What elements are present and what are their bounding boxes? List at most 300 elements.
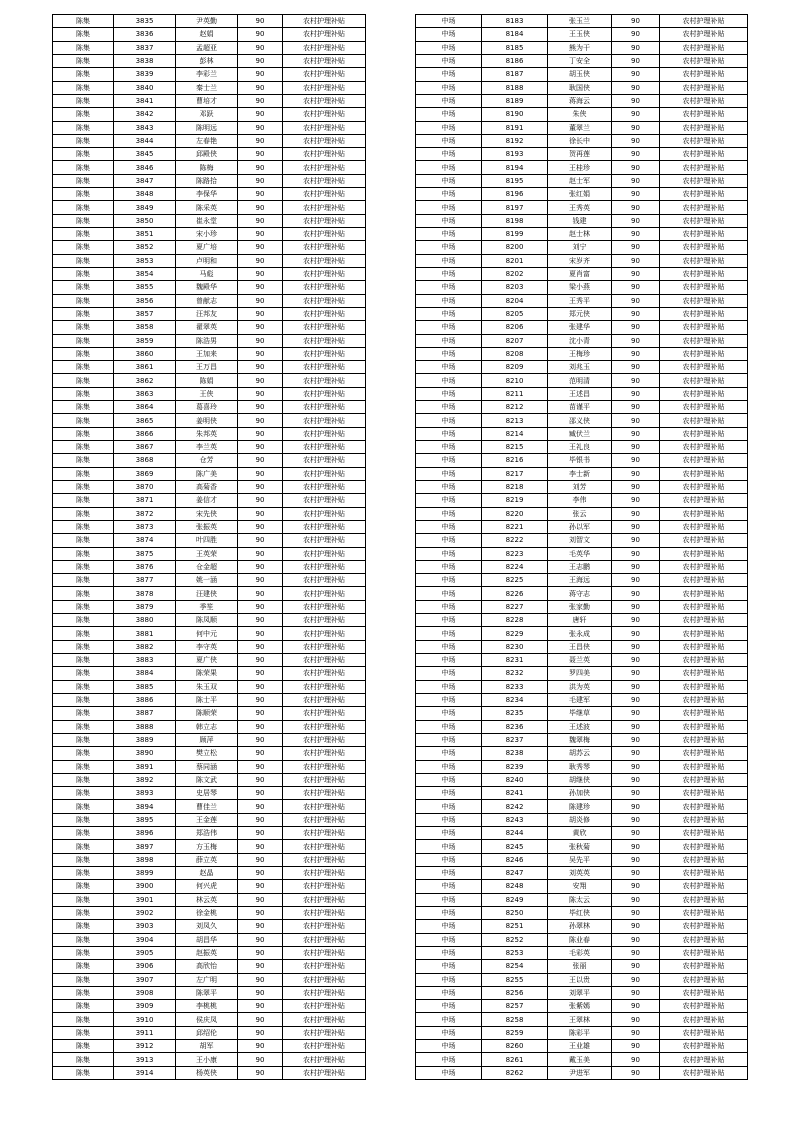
subsidy-type-cell: 农村护理补贴 xyxy=(283,906,366,919)
town-cell: 中场 xyxy=(416,747,482,760)
name-cell: 李桃桃 xyxy=(176,1000,238,1013)
amount-cell: 90 xyxy=(238,307,283,320)
town-cell: 中场 xyxy=(416,374,482,387)
subsidy-type-cell: 农村护理补贴 xyxy=(660,201,748,214)
table-row xyxy=(416,747,748,760)
table-row xyxy=(53,414,366,427)
name-cell: 仓芳 xyxy=(176,454,238,467)
table-row xyxy=(416,334,748,347)
name-cell: 宋先侠 xyxy=(176,507,238,520)
serial-number-cell: 3884 xyxy=(114,667,176,680)
serial-number-cell: 8226 xyxy=(482,587,548,600)
table-row xyxy=(416,920,748,933)
town-cell: 陈集 xyxy=(53,334,114,347)
name-cell: 陈娟 xyxy=(176,374,238,387)
table-row xyxy=(416,214,748,227)
subsidy-type-cell: 农村护理补贴 xyxy=(283,228,366,241)
table-row xyxy=(416,267,748,280)
town-cell: 陈集 xyxy=(53,161,114,174)
town-cell: 陈集 xyxy=(53,1013,114,1026)
subsidy-type-cell: 农村护理补贴 xyxy=(283,627,366,640)
town-cell: 陈集 xyxy=(53,880,114,893)
table-row xyxy=(53,427,366,440)
table-row xyxy=(53,374,366,387)
amount-cell: 90 xyxy=(238,547,283,560)
name-cell: 王以贵 xyxy=(548,973,612,986)
town-cell: 陈集 xyxy=(53,494,114,507)
subsidy-type-cell: 农村护理补贴 xyxy=(283,667,366,680)
serial-number-cell: 8242 xyxy=(482,800,548,813)
subsidy-type-cell: 农村护理补贴 xyxy=(283,720,366,733)
serial-number-cell: 8202 xyxy=(482,267,548,280)
town-cell: 中场 xyxy=(416,214,482,227)
subsidy-type-cell: 农村护理补贴 xyxy=(660,880,748,893)
subsidy-type-cell: 农村护理补贴 xyxy=(283,307,366,320)
town-cell: 中场 xyxy=(416,760,482,773)
town-cell: 中场 xyxy=(416,880,482,893)
subsidy-type-cell: 农村护理补贴 xyxy=(660,614,748,627)
amount-cell: 90 xyxy=(238,827,283,840)
table-row xyxy=(53,68,366,81)
subsidy-type-cell: 农村护理补贴 xyxy=(660,920,748,933)
subsidy-type-cell: 农村护理补贴 xyxy=(283,693,366,706)
name-cell: 胡玉侠 xyxy=(548,68,612,81)
name-cell: 张建华 xyxy=(548,321,612,334)
amount-cell: 90 xyxy=(238,787,283,800)
amount-cell: 90 xyxy=(612,81,660,94)
subsidy-type-cell: 农村护理补贴 xyxy=(660,374,748,387)
amount-cell: 90 xyxy=(612,574,660,587)
subsidy-type-cell: 农村护理补贴 xyxy=(660,15,748,28)
subsidy-type-cell: 农村护理补贴 xyxy=(283,680,366,693)
amount-cell: 90 xyxy=(238,254,283,267)
table-row xyxy=(416,467,748,480)
town-cell: 中场 xyxy=(416,108,482,121)
name-cell: 陈荣果 xyxy=(176,667,238,680)
amount-cell: 90 xyxy=(612,148,660,161)
table-row xyxy=(53,880,366,893)
amount-cell: 90 xyxy=(612,520,660,533)
subsidy-type-cell: 农村护理补贴 xyxy=(283,387,366,400)
serial-number-cell: 8240 xyxy=(482,773,548,786)
serial-number-cell: 3868 xyxy=(114,454,176,467)
subsidy-type-cell: 农村护理补贴 xyxy=(283,1000,366,1013)
table-row xyxy=(53,1000,366,1013)
table-row xyxy=(416,933,748,946)
table-row xyxy=(416,28,748,41)
table-row xyxy=(53,574,366,587)
name-cell: 翟翠英 xyxy=(176,321,238,334)
amount-cell: 90 xyxy=(238,241,283,254)
name-cell: 王金莲 xyxy=(176,813,238,826)
town-cell: 中场 xyxy=(416,28,482,41)
amount-cell: 90 xyxy=(238,480,283,493)
serial-number-cell: 3901 xyxy=(114,893,176,906)
town-cell: 陈集 xyxy=(53,747,114,760)
table-row xyxy=(53,401,366,414)
table-row xyxy=(416,68,748,81)
subsidy-type-cell: 农村护理补贴 xyxy=(660,986,748,999)
subsidy-type-cell: 农村护理补贴 xyxy=(660,693,748,706)
town-cell: 中场 xyxy=(416,707,482,720)
subsidy-type-cell: 农村护理补贴 xyxy=(283,880,366,893)
table-row xyxy=(53,906,366,919)
table-row xyxy=(53,347,366,360)
serial-number-cell: 8251 xyxy=(482,920,548,933)
name-cell: 邵义侠 xyxy=(548,414,612,427)
name-cell: 王侠 xyxy=(176,387,238,400)
town-cell: 中场 xyxy=(416,574,482,587)
town-cell: 陈集 xyxy=(53,933,114,946)
amount-cell: 90 xyxy=(612,307,660,320)
town-cell: 陈集 xyxy=(53,214,114,227)
serial-number-cell: 8184 xyxy=(482,28,548,41)
amount-cell: 90 xyxy=(612,427,660,440)
table-row xyxy=(53,174,366,187)
town-cell: 陈集 xyxy=(53,800,114,813)
subsidy-type-cell: 农村护理补贴 xyxy=(660,840,748,853)
town-cell: 中场 xyxy=(416,228,482,241)
serial-number-cell: 3910 xyxy=(114,1013,176,1026)
amount-cell: 90 xyxy=(238,520,283,533)
table-row xyxy=(53,840,366,853)
name-cell: 王述昌 xyxy=(548,387,612,400)
subsidy-type-cell: 农村护理补贴 xyxy=(283,1066,366,1079)
name-cell: 蒋海云 xyxy=(548,94,612,107)
town-cell: 陈集 xyxy=(53,614,114,627)
table-row xyxy=(53,960,366,973)
town-cell: 陈集 xyxy=(53,574,114,587)
table-row xyxy=(53,587,366,600)
serial-number-cell: 8203 xyxy=(482,281,548,294)
amount-cell: 90 xyxy=(612,347,660,360)
serial-number-cell: 3911 xyxy=(114,1026,176,1039)
name-cell: 钱建 xyxy=(548,214,612,227)
serial-number-cell: 3899 xyxy=(114,867,176,880)
serial-number-cell: 3885 xyxy=(114,680,176,693)
amount-cell: 90 xyxy=(238,733,283,746)
table-row xyxy=(53,28,366,41)
subsidy-type-cell: 农村护理补贴 xyxy=(283,267,366,280)
amount-cell: 90 xyxy=(612,534,660,547)
table-row xyxy=(416,387,748,400)
serial-number-cell: 3857 xyxy=(114,307,176,320)
subsidy-type-cell: 农村护理补贴 xyxy=(660,454,748,467)
table-row xyxy=(416,667,748,680)
table-row xyxy=(416,733,748,746)
town-cell: 中场 xyxy=(416,720,482,733)
serial-number-cell: 8235 xyxy=(482,707,548,720)
name-cell: 张丽 xyxy=(548,960,612,973)
subsidy-type-cell: 农村护理补贴 xyxy=(283,441,366,454)
town-cell: 中场 xyxy=(416,733,482,746)
name-cell: 叶四胜 xyxy=(176,534,238,547)
amount-cell: 90 xyxy=(238,81,283,94)
town-cell: 陈集 xyxy=(53,693,114,706)
subsidy-type-cell: 农村护理补贴 xyxy=(660,68,748,81)
town-cell: 陈集 xyxy=(53,1040,114,1053)
table-row xyxy=(53,627,366,640)
serial-number-cell: 3839 xyxy=(114,68,176,81)
town-cell: 陈集 xyxy=(53,827,114,840)
amount-cell: 90 xyxy=(612,214,660,227)
amount-cell: 90 xyxy=(238,401,283,414)
amount-cell: 90 xyxy=(238,228,283,241)
town-cell: 陈集 xyxy=(53,707,114,720)
table-row xyxy=(53,108,366,121)
amount-cell: 90 xyxy=(612,614,660,627)
subsidy-type-cell: 农村护理补贴 xyxy=(283,773,366,786)
subsidy-type-cell: 农村护理补贴 xyxy=(660,853,748,866)
subsidy-type-cell: 农村护理补贴 xyxy=(283,760,366,773)
town-cell: 中场 xyxy=(416,520,482,533)
amount-cell: 90 xyxy=(612,28,660,41)
town-cell: 中场 xyxy=(416,973,482,986)
subsidy-type-cell: 农村护理补贴 xyxy=(660,547,748,560)
town-cell: 陈集 xyxy=(53,787,114,800)
town-cell: 陈集 xyxy=(53,654,114,667)
subsidy-type-cell: 农村护理补贴 xyxy=(283,747,366,760)
town-cell: 中场 xyxy=(416,920,482,933)
town-cell: 中场 xyxy=(416,267,482,280)
serial-number-cell: 3844 xyxy=(114,134,176,147)
name-cell: 王志鹏 xyxy=(548,560,612,573)
town-cell: 中场 xyxy=(416,600,482,613)
table-row xyxy=(53,520,366,533)
serial-number-cell: 3879 xyxy=(114,600,176,613)
town-cell: 中场 xyxy=(416,41,482,54)
amount-cell: 90 xyxy=(612,693,660,706)
serial-number-cell: 3860 xyxy=(114,347,176,360)
subsidy-type-cell: 农村护理补贴 xyxy=(283,1026,366,1039)
subsidy-type-cell: 农村护理补贴 xyxy=(660,574,748,587)
town-cell: 中场 xyxy=(416,946,482,959)
table-row xyxy=(416,693,748,706)
name-cell: 杨英侠 xyxy=(176,1066,238,1079)
right-subsidy-table xyxy=(415,14,748,1080)
subsidy-type-cell: 农村护理补贴 xyxy=(660,281,748,294)
town-cell: 中场 xyxy=(416,1066,482,1079)
subsidy-type-cell: 农村护理补贴 xyxy=(660,507,748,520)
name-cell: 葛喜玲 xyxy=(176,401,238,414)
name-cell: 梁小燕 xyxy=(548,281,612,294)
amount-cell: 90 xyxy=(238,813,283,826)
table-row xyxy=(53,973,366,986)
name-cell: 蒋守志 xyxy=(548,587,612,600)
table-row xyxy=(53,760,366,773)
subsidy-type-cell: 农村护理补贴 xyxy=(283,334,366,347)
amount-cell: 90 xyxy=(612,560,660,573)
serial-number-cell: 8218 xyxy=(482,480,548,493)
amount-cell: 90 xyxy=(612,787,660,800)
table-row xyxy=(53,986,366,999)
amount-cell: 90 xyxy=(238,560,283,573)
town-cell: 陈集 xyxy=(53,1066,114,1079)
town-cell: 陈集 xyxy=(53,15,114,28)
town-cell: 陈集 xyxy=(53,893,114,906)
table-row xyxy=(53,441,366,454)
serial-number-cell: 3843 xyxy=(114,121,176,134)
name-cell: 臧伏兰 xyxy=(548,427,612,440)
town-cell: 陈集 xyxy=(53,560,114,573)
table-row xyxy=(416,1026,748,1039)
subsidy-type-cell: 农村护理补贴 xyxy=(283,707,366,720)
table-row xyxy=(416,161,748,174)
serial-number-cell: 8258 xyxy=(482,1013,548,1026)
table-row xyxy=(53,507,366,520)
serial-number-cell: 8222 xyxy=(482,534,548,547)
name-cell: 王加来 xyxy=(176,347,238,360)
amount-cell: 90 xyxy=(238,188,283,201)
amount-cell: 90 xyxy=(612,906,660,919)
amount-cell: 90 xyxy=(612,121,660,134)
subsidy-type-cell: 农村护理补贴 xyxy=(660,827,748,840)
table-row xyxy=(53,1053,366,1066)
name-cell: 曹佳兰 xyxy=(176,800,238,813)
amount-cell: 90 xyxy=(612,401,660,414)
town-cell: 陈集 xyxy=(53,480,114,493)
amount-cell: 90 xyxy=(238,906,283,919)
table-row xyxy=(416,614,748,627)
town-cell: 陈集 xyxy=(53,627,114,640)
amount-cell: 90 xyxy=(612,547,660,560)
amount-cell: 90 xyxy=(238,174,283,187)
amount-cell: 90 xyxy=(612,241,660,254)
amount-cell: 90 xyxy=(612,773,660,786)
name-cell: 毛建军 xyxy=(548,693,612,706)
town-cell: 陈集 xyxy=(53,946,114,959)
serial-number-cell: 3912 xyxy=(114,1040,176,1053)
town-cell: 中场 xyxy=(416,401,482,414)
town-cell: 陈集 xyxy=(53,414,114,427)
amount-cell: 90 xyxy=(238,760,283,773)
name-cell: 宋小珍 xyxy=(176,228,238,241)
subsidy-type-cell: 农村护理补贴 xyxy=(660,307,748,320)
name-cell: 刘智文 xyxy=(548,534,612,547)
table-row xyxy=(53,614,366,627)
subsidy-type-cell: 农村护理补贴 xyxy=(660,54,748,67)
table-row xyxy=(53,281,366,294)
subsidy-type-cell: 农村护理补贴 xyxy=(660,960,748,973)
amount-cell: 90 xyxy=(238,374,283,387)
town-cell: 中场 xyxy=(416,294,482,307)
table-row xyxy=(53,933,366,946)
subsidy-type-cell: 农村护理补贴 xyxy=(660,28,748,41)
name-cell: 陈路拾 xyxy=(176,174,238,187)
amount-cell: 90 xyxy=(238,108,283,121)
table-row xyxy=(53,121,366,134)
name-cell: 朱侠 xyxy=(548,108,612,121)
name-cell: 毕银书 xyxy=(548,454,612,467)
name-cell: 胡继侠 xyxy=(548,773,612,786)
town-cell: 陈集 xyxy=(53,174,114,187)
subsidy-type-cell: 农村护理补贴 xyxy=(660,680,748,693)
amount-cell: 90 xyxy=(238,933,283,946)
subsidy-type-cell: 农村护理补贴 xyxy=(283,973,366,986)
amount-cell: 90 xyxy=(612,680,660,693)
serial-number-cell: 3896 xyxy=(114,827,176,840)
table-row xyxy=(416,760,748,773)
serial-number-cell: 8238 xyxy=(482,747,548,760)
subsidy-type-cell: 农村护理补贴 xyxy=(660,161,748,174)
serial-number-cell: 8199 xyxy=(482,228,548,241)
name-cell: 王小康 xyxy=(176,1053,238,1066)
town-cell: 陈集 xyxy=(53,733,114,746)
serial-number-cell: 3847 xyxy=(114,174,176,187)
serial-number-cell: 8250 xyxy=(482,906,548,919)
table-row xyxy=(53,321,366,334)
table-row xyxy=(416,973,748,986)
table-row xyxy=(53,54,366,67)
subsidy-type-cell: 农村护理补贴 xyxy=(660,361,748,374)
name-cell: 刘芳 xyxy=(548,480,612,493)
town-cell: 中场 xyxy=(416,321,482,334)
town-cell: 陈集 xyxy=(53,534,114,547)
subsidy-type-cell: 农村护理补贴 xyxy=(660,134,748,147)
amount-cell: 90 xyxy=(612,920,660,933)
subsidy-type-cell: 农村护理补贴 xyxy=(283,174,366,187)
amount-cell: 90 xyxy=(612,1040,660,1053)
subsidy-type-cell: 农村护理补贴 xyxy=(283,494,366,507)
table-row xyxy=(416,720,748,733)
name-cell: 彭林 xyxy=(176,54,238,67)
amount-cell: 90 xyxy=(612,893,660,906)
serial-number-cell: 3865 xyxy=(114,414,176,427)
subsidy-type-cell: 农村护理补贴 xyxy=(660,121,748,134)
name-cell: 卢明和 xyxy=(176,254,238,267)
town-cell: 中场 xyxy=(416,680,482,693)
amount-cell: 90 xyxy=(238,441,283,454)
town-cell: 中场 xyxy=(416,54,482,67)
town-cell: 陈集 xyxy=(53,281,114,294)
serial-number-cell: 8200 xyxy=(482,241,548,254)
amount-cell: 90 xyxy=(238,693,283,706)
name-cell: 宋岁齐 xyxy=(548,254,612,267)
town-cell: 中场 xyxy=(416,534,482,547)
serial-number-cell: 3845 xyxy=(114,148,176,161)
subsidy-type-cell: 农村护理补贴 xyxy=(283,15,366,28)
town-cell: 陈集 xyxy=(53,840,114,853)
table-row xyxy=(416,813,748,826)
town-cell: 陈集 xyxy=(53,401,114,414)
town-cell: 陈集 xyxy=(53,347,114,360)
serial-number-cell: 3861 xyxy=(114,361,176,374)
amount-cell: 90 xyxy=(612,986,660,999)
amount-cell: 90 xyxy=(238,347,283,360)
table-row xyxy=(416,707,748,720)
serial-number-cell: 3902 xyxy=(114,906,176,919)
amount-cell: 90 xyxy=(612,161,660,174)
subsidy-type-cell: 农村护理补贴 xyxy=(283,81,366,94)
subsidy-type-cell: 农村护理补贴 xyxy=(283,893,366,906)
serial-number-cell: 3889 xyxy=(114,733,176,746)
town-cell: 中场 xyxy=(416,827,482,840)
table-row xyxy=(416,307,748,320)
serial-number-cell: 3895 xyxy=(114,813,176,826)
table-row xyxy=(53,693,366,706)
town-cell: 中场 xyxy=(416,281,482,294)
subsidy-type-cell: 农村护理补贴 xyxy=(660,347,748,360)
table-row xyxy=(53,853,366,866)
name-cell: 姜信才 xyxy=(176,494,238,507)
serial-number-cell: 8213 xyxy=(482,414,548,427)
town-cell: 中场 xyxy=(416,387,482,400)
town-cell: 中场 xyxy=(416,840,482,853)
serial-number-cell: 8261 xyxy=(482,1053,548,1066)
town-cell: 中场 xyxy=(416,254,482,267)
town-cell: 中场 xyxy=(416,906,482,919)
town-cell: 陈集 xyxy=(53,188,114,201)
